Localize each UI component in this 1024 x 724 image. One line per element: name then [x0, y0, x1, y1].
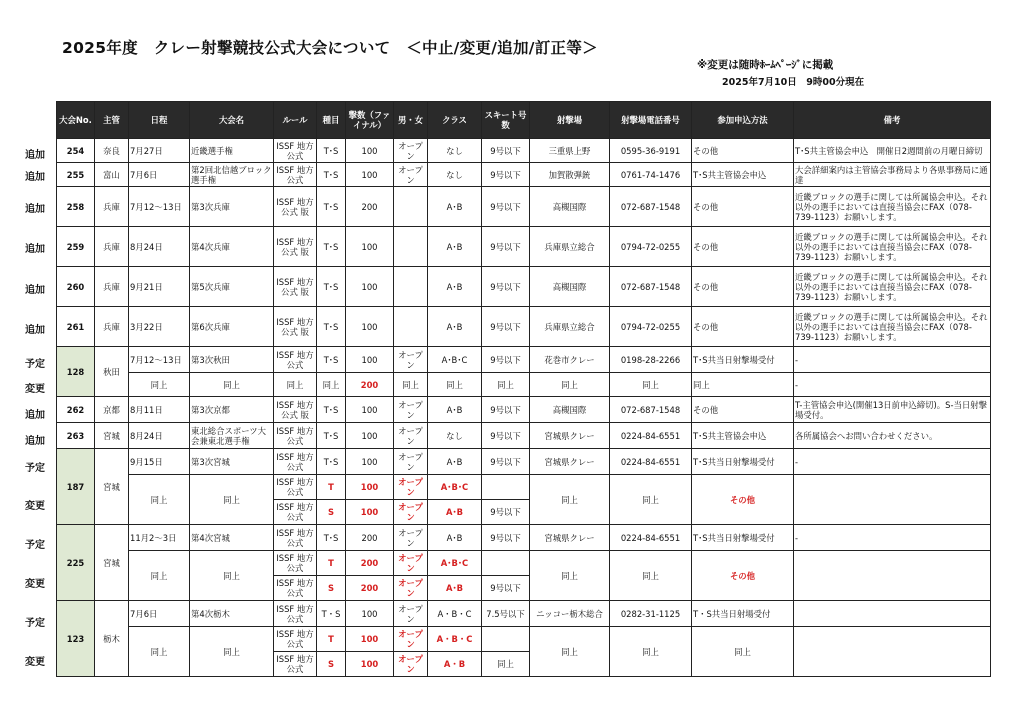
- page-title: 2025年度 クレー射撃競技公式大会について ＜中止/変更/追加/訂正等＞: [62, 39, 598, 57]
- skeet-cell: 9号以下: [482, 163, 530, 187]
- table-row: [57, 163, 991, 187]
- class-cell: A･B: [428, 397, 482, 423]
- class-cell: A･B･C: [428, 475, 482, 500]
- col-header: ルール: [274, 102, 317, 139]
- event-cell: S: [317, 576, 346, 601]
- name-cell: 東北総合スポーツ大会兼東北選手権: [190, 423, 274, 449]
- date-cell: 7月12～13日: [129, 347, 190, 373]
- event-cell: T･S: [317, 397, 346, 423]
- rule-cell: ISSF 地方公式: [274, 423, 317, 449]
- apply-cell: 同上: [692, 627, 794, 677]
- range-cell: 兵庫県立総合: [530, 307, 610, 347]
- skeet-cell: 9号以下: [482, 267, 530, 307]
- rule-cell: ISSF 地方公式: [274, 163, 317, 187]
- date-cell: 8月24日: [129, 423, 190, 449]
- skeet-cell: 9号以下: [482, 139, 530, 163]
- apply-cell: その他: [692, 227, 794, 267]
- skeet-cell: 同上: [482, 373, 530, 397]
- shots-cell: 100: [346, 652, 394, 677]
- row-label-change: 変更: [25, 384, 45, 395]
- event-cell: T・S: [317, 601, 346, 627]
- remarks-cell: [794, 475, 991, 525]
- class-cell: なし: [428, 139, 482, 163]
- col-header: 種目: [317, 102, 346, 139]
- range-cell: 同上: [530, 551, 610, 601]
- tournament-no: 258: [57, 187, 95, 227]
- phone-cell: 0595-36-9191: [610, 139, 692, 163]
- host-cell: 宮城: [95, 449, 129, 525]
- table-row: [57, 187, 991, 227]
- apply-cell: その他: [692, 187, 794, 227]
- skeet-cell: 9号以下: [482, 449, 530, 475]
- date-cell: 同上: [129, 551, 190, 601]
- sex-cell: [394, 187, 428, 227]
- name-cell: 第3次秋田: [190, 347, 274, 373]
- skeet-cell: 9号以下: [482, 525, 530, 551]
- apply-cell: T･S共当日射撃場受付: [692, 449, 794, 475]
- date-cell: 9月21日: [129, 267, 190, 307]
- sex-cell: オープン: [394, 475, 428, 500]
- row-label-plan: 予定: [25, 359, 45, 370]
- apply-cell: その他: [692, 551, 794, 601]
- tournament-no: 255: [57, 163, 95, 187]
- tournament-no: 187: [57, 449, 95, 525]
- event-cell: T･S: [317, 423, 346, 449]
- name-cell: 同上: [190, 373, 274, 397]
- event-cell: T: [317, 475, 346, 500]
- apply-cell: T・S共当日射場受付: [692, 601, 794, 627]
- class-cell: A･B: [428, 267, 482, 307]
- skeet-cell: 7.5号以下: [482, 601, 530, 627]
- date-cell: 7月6日: [129, 601, 190, 627]
- sex-cell: オープン: [394, 423, 428, 449]
- date-cell: 11月2～3日: [129, 525, 190, 551]
- phone-cell: 0761-74-1476: [610, 163, 692, 187]
- table-row: [57, 423, 991, 449]
- event-cell: S: [317, 652, 346, 677]
- rule-cell: ISSF 地方公式: [274, 576, 317, 601]
- sex-cell: オープン: [394, 576, 428, 601]
- range-cell: 花巻市クレー: [530, 347, 610, 373]
- remarks-cell: 近畿ブロックの選手に関しては所属協会申込。それ以外の選手においては直接当協会にFAX（078-739-1123）お願いします。: [794, 187, 991, 227]
- range-cell: 高槻国際: [530, 267, 610, 307]
- apply-cell: その他: [692, 475, 794, 525]
- remarks-cell: [794, 551, 991, 601]
- remarks-cell: -: [794, 525, 991, 551]
- host-cell: 兵庫: [95, 227, 129, 267]
- table-row: [57, 373, 991, 397]
- date-cell: 3月22日: [129, 307, 190, 347]
- range-cell: 加賀散弾銃: [530, 163, 610, 187]
- host-cell: 京都: [95, 397, 129, 423]
- apply-cell: その他: [692, 139, 794, 163]
- event-cell: T: [317, 551, 346, 576]
- row-label-add: 追加: [25, 204, 45, 215]
- sex-cell: オープン: [394, 500, 428, 525]
- event-cell: S: [317, 500, 346, 525]
- phone-cell: 072-687-1548: [610, 267, 692, 307]
- name-cell: 第6次兵庫: [190, 307, 274, 347]
- range-cell: 同上: [530, 627, 610, 677]
- host-cell: 秋田: [95, 347, 129, 397]
- remarks-cell: 近畿ブロックの選手に関しては所属協会申込。それ以外の選手においては直接当協会にFAX（078-739-1123）お願いします。: [794, 267, 991, 307]
- sex-cell: [394, 227, 428, 267]
- shots-cell: 200: [346, 187, 394, 227]
- range-cell: 兵庫県立総合: [530, 227, 610, 267]
- class-cell: A・B・C: [428, 627, 482, 652]
- tournament-no: 263: [57, 423, 95, 449]
- table-header-row: [57, 102, 991, 139]
- shots-cell: 100: [346, 423, 394, 449]
- tournament-no: 261: [57, 307, 95, 347]
- update-note: ※変更は随時ﾎｰﾑﾍﾟｰｼﾞに掲載: [697, 59, 834, 71]
- event-cell: T: [317, 627, 346, 652]
- rule-cell: ISSF 地方公式: [274, 475, 317, 500]
- name-cell: 第5次兵庫: [190, 267, 274, 307]
- shots-cell: 100: [346, 267, 394, 307]
- class-cell: 同上: [428, 373, 482, 397]
- apply-cell: 同上: [692, 373, 794, 397]
- col-header: 日程: [129, 102, 190, 139]
- remarks-cell: -: [794, 347, 991, 373]
- apply-cell: その他: [692, 307, 794, 347]
- tournament-table: [56, 101, 991, 677]
- rule-cell: ISSF 地方公式: [274, 627, 317, 652]
- row-label-change: 変更: [25, 579, 45, 590]
- table-row: [57, 139, 991, 163]
- skeet-cell: 9号以下: [482, 347, 530, 373]
- apply-cell: その他: [692, 397, 794, 423]
- range-cell: 高槻国際: [530, 397, 610, 423]
- class-cell: A･B: [428, 576, 482, 601]
- sex-cell: オープン: [394, 551, 428, 576]
- shots-cell: 100: [346, 163, 394, 187]
- phone-cell: 同上: [610, 627, 692, 677]
- skeet-cell: 9号以下: [482, 227, 530, 267]
- date-cell: 同上: [129, 475, 190, 525]
- rule-cell: ISSF 地方公式 版: [274, 397, 317, 423]
- tournament-no: 128: [57, 347, 95, 397]
- col-header: スキート号数: [482, 102, 530, 139]
- phone-cell: 0794-72-0255: [610, 227, 692, 267]
- phone-cell: 0224-84-6551: [610, 423, 692, 449]
- sex-cell: オープン: [394, 397, 428, 423]
- rule-cell: ISSF 地方公式: [274, 449, 317, 475]
- range-cell: ニッコー栃木総合: [530, 601, 610, 627]
- apply-cell: その他: [692, 267, 794, 307]
- apply-cell: T･S共当日射撃場受付: [692, 347, 794, 373]
- class-cell: A･B･C: [428, 551, 482, 576]
- table-row: [57, 601, 991, 627]
- range-cell: 三重県上野: [530, 139, 610, 163]
- shots-cell: 200: [346, 576, 394, 601]
- date-cell: 同上: [129, 627, 190, 677]
- row-label-plan: 予定: [25, 463, 45, 474]
- col-header: 射撃場: [530, 102, 610, 139]
- table-row: [57, 397, 991, 423]
- phone-cell: 0198-28-2266: [610, 347, 692, 373]
- shots-cell: 100: [346, 397, 394, 423]
- skeet-cell: 9号以下: [482, 397, 530, 423]
- class-cell: なし: [428, 423, 482, 449]
- phone-cell: 0224-84-6551: [610, 449, 692, 475]
- remarks-cell: T-主管協会申込(開催13日前申込締切)。S-当日射撃場受付。: [794, 397, 991, 423]
- rule-cell: ISSF 地方公式: [274, 139, 317, 163]
- event-cell: T･S: [317, 525, 346, 551]
- table-row: [57, 525, 991, 551]
- host-cell: 宮城: [95, 525, 129, 601]
- name-cell: 近畿選手権: [190, 139, 274, 163]
- sex-cell: 同上: [394, 373, 428, 397]
- host-cell: 宮城: [95, 423, 129, 449]
- remarks-cell: [794, 601, 991, 627]
- sex-cell: [394, 307, 428, 347]
- row-label-add: 追加: [25, 150, 45, 161]
- rule-cell: ISSF 地方公式 版: [274, 307, 317, 347]
- remarks-cell: 近畿ブロックの選手に関しては所属協会申込。それ以外の選手においては直接当協会にFAX（078-739-1123）お願いします。: [794, 307, 991, 347]
- tournament-no: 123: [57, 601, 95, 677]
- event-cell: T･S: [317, 139, 346, 163]
- skeet-cell: [482, 627, 530, 652]
- remarks-cell: 大会詳細案内は主管協会事務局より各県事務局に通達: [794, 163, 991, 187]
- class-cell: A･B: [428, 227, 482, 267]
- col-header: 大会名: [190, 102, 274, 139]
- tournament-no: 254: [57, 139, 95, 163]
- sex-cell: オープン: [394, 449, 428, 475]
- shots-cell: 100: [346, 627, 394, 652]
- name-cell: 第2回北信越ブロック選手権: [191, 164, 272, 185]
- remarks-cell: 近畿ブロックの選手に関しては所属協会申込。それ以外の選手においては直接当協会にFAX（078-739-1123）お願いします。: [794, 227, 991, 267]
- skeet-cell: 9号以下: [482, 307, 530, 347]
- apply-cell: T･S共当日射撃場受付: [692, 525, 794, 551]
- range-cell: 同上: [530, 475, 610, 525]
- table-row: [57, 227, 991, 267]
- sex-cell: オープン: [394, 139, 428, 163]
- date-cell: 9月15日: [129, 449, 190, 475]
- apply-cell: T･S共主管協会申込: [692, 423, 794, 449]
- table-row: [57, 307, 991, 347]
- remarks-cell: T･S共主管協会申込 開催日2週間前の月曜日締切: [794, 139, 991, 163]
- class-cell: なし: [428, 163, 482, 187]
- phone-cell: 0282-31-1125: [610, 601, 692, 627]
- skeet-cell: [482, 551, 530, 576]
- shots-cell: 200: [346, 525, 394, 551]
- phone-cell: 同上: [610, 475, 692, 525]
- remarks-cell: -: [794, 373, 991, 397]
- name-cell: 第4次宮城: [190, 525, 274, 551]
- host-cell: 奈良: [95, 139, 129, 163]
- shots-cell: 100: [346, 475, 394, 500]
- skeet-cell: 9号以下: [482, 187, 530, 227]
- date-cell: 8月11日: [129, 397, 190, 423]
- name-cell: 第4次兵庫: [190, 227, 274, 267]
- date-cell: 8月24日: [129, 227, 190, 267]
- row-label-add: 追加: [25, 244, 45, 255]
- event-cell: T･S: [317, 267, 346, 307]
- event-cell: 同上: [317, 373, 346, 397]
- range-cell: 高槻国際: [530, 187, 610, 227]
- row-label-change: 変更: [25, 501, 45, 512]
- range-cell: 宮城県クレー: [530, 449, 610, 475]
- skeet-cell: 9号以下: [482, 500, 530, 525]
- remarks-cell: -: [794, 449, 991, 475]
- row-label-plan: 予定: [25, 618, 45, 629]
- row-label-add: 追加: [25, 436, 45, 447]
- table-row: [57, 347, 991, 373]
- row-label-add: 追加: [25, 410, 45, 421]
- tournament-no: 262: [57, 397, 95, 423]
- shots-cell: 100: [346, 601, 394, 627]
- skeet-cell: [482, 475, 530, 500]
- event-cell: T･S: [317, 187, 346, 227]
- shots-cell: 100: [346, 500, 394, 525]
- remarks-cell: [794, 627, 991, 677]
- rule-cell: ISSF 地方公式: [274, 500, 317, 525]
- phone-cell: 072-687-1548: [610, 187, 692, 227]
- sex-cell: オープン: [394, 601, 428, 627]
- range-cell: 宮城県クレー: [530, 423, 610, 449]
- shots-cell: 100: [346, 227, 394, 267]
- shots-cell: 100: [346, 139, 394, 163]
- date-cell: 7月12～13日: [129, 187, 190, 227]
- row-label-change: 変更: [25, 657, 45, 668]
- table-row: [57, 267, 991, 307]
- name-cell: 第3次宮城: [190, 449, 274, 475]
- table-row: [57, 627, 991, 652]
- date-cell: 7月27日: [129, 139, 190, 163]
- remarks-cell: 各所属協会へお問い合わせください。: [794, 423, 991, 449]
- table-row: [57, 475, 991, 500]
- event-cell: T･S: [317, 307, 346, 347]
- class-cell: A･B: [428, 525, 482, 551]
- event-cell: T･S: [317, 347, 346, 373]
- col-header: クラス: [428, 102, 482, 139]
- col-header: 主管: [95, 102, 129, 139]
- shots-cell: 100: [346, 307, 394, 347]
- name-cell: 同上: [190, 475, 274, 525]
- rule-cell: ISSF 地方公式: [274, 652, 317, 677]
- rule-cell: ISSF 地方公式: [274, 525, 317, 551]
- phone-cell: 同上: [610, 373, 692, 397]
- range-cell: 同上: [530, 373, 610, 397]
- tournament-no: 259: [57, 227, 95, 267]
- shots-cell: 200: [346, 551, 394, 576]
- tournament-no: 225: [57, 525, 95, 601]
- col-header: 大会No.: [57, 102, 95, 139]
- col-header: 撃数（ファイナル）: [346, 102, 394, 139]
- name-cell: 第3次京都: [190, 397, 274, 423]
- sex-cell: オープン: [394, 652, 428, 677]
- skeet-cell: 同上: [482, 652, 530, 677]
- phone-cell: 0224-84-6551: [610, 525, 692, 551]
- phone-cell: 0794-72-0255: [610, 307, 692, 347]
- shots-cell: 100: [346, 449, 394, 475]
- name-cell: 同上: [190, 627, 274, 677]
- shots-cell: 200: [346, 373, 394, 397]
- sex-cell: オープン: [394, 627, 428, 652]
- rule-cell: ISSF 地方公式 版: [274, 267, 317, 307]
- rule-cell: ISSF 地方公式: [274, 601, 317, 627]
- rule-cell: ISSF 地方公式: [274, 551, 317, 576]
- class-cell: A･B: [428, 500, 482, 525]
- class-cell: A･B･C: [428, 347, 482, 373]
- rule-cell: ISSF 地方公式 版: [274, 187, 317, 227]
- apply-cell: T･S共主管協会申込: [692, 163, 794, 187]
- name-cell: 第3次兵庫: [190, 187, 274, 227]
- event-cell: T･S: [317, 163, 346, 187]
- class-cell: A・B・C: [428, 601, 482, 627]
- row-label-add: 追加: [25, 172, 45, 183]
- date-cell: 7月6日: [129, 163, 190, 187]
- host-cell: 兵庫: [95, 307, 129, 347]
- col-header: 男・女: [394, 102, 428, 139]
- col-header: 備考: [794, 102, 991, 139]
- row-label-add: 追加: [25, 285, 45, 296]
- host-cell: 兵庫: [95, 267, 129, 307]
- host-cell: 兵庫: [95, 187, 129, 227]
- range-cell: 宮城県クレー: [530, 525, 610, 551]
- event-cell: T･S: [317, 449, 346, 475]
- shots-cell: 100: [346, 347, 394, 373]
- class-cell: A･B: [428, 187, 482, 227]
- class-cell: A･B: [428, 307, 482, 347]
- skeet-cell: 9号以下: [482, 423, 530, 449]
- row-label-add: 追加: [25, 325, 45, 336]
- rule-cell: 同上: [274, 373, 317, 397]
- as-of-date: 2025年7月10日 9時00分現在: [722, 77, 865, 88]
- tournament-no: 260: [57, 267, 95, 307]
- phone-cell: 072-687-1548: [610, 397, 692, 423]
- row-label-plan: 予定: [25, 540, 45, 551]
- phone-cell: 同上: [610, 551, 692, 601]
- date-cell: 同上: [129, 373, 190, 397]
- sex-cell: オープン: [394, 347, 428, 373]
- sex-cell: オープン: [394, 163, 428, 187]
- sex-cell: オープン: [394, 525, 428, 551]
- table-row: [57, 449, 991, 475]
- rule-cell: ISSF 地方公式: [274, 347, 317, 373]
- class-cell: A・B: [428, 652, 482, 677]
- col-header: 射撃場電話番号: [610, 102, 692, 139]
- event-cell: T･S: [317, 227, 346, 267]
- host-cell: 富山: [95, 163, 129, 187]
- skeet-cell: 9号以下: [482, 576, 530, 601]
- name-cell: 同上: [190, 551, 274, 601]
- sex-cell: [394, 267, 428, 307]
- table-row: [57, 551, 991, 576]
- rule-cell: ISSF 地方公式 版: [274, 227, 317, 267]
- col-header: 参加申込方法: [692, 102, 794, 139]
- class-cell: A･B: [428, 449, 482, 475]
- host-cell: 栃木: [95, 601, 129, 677]
- name-cell: 第4次栃木: [190, 601, 274, 627]
